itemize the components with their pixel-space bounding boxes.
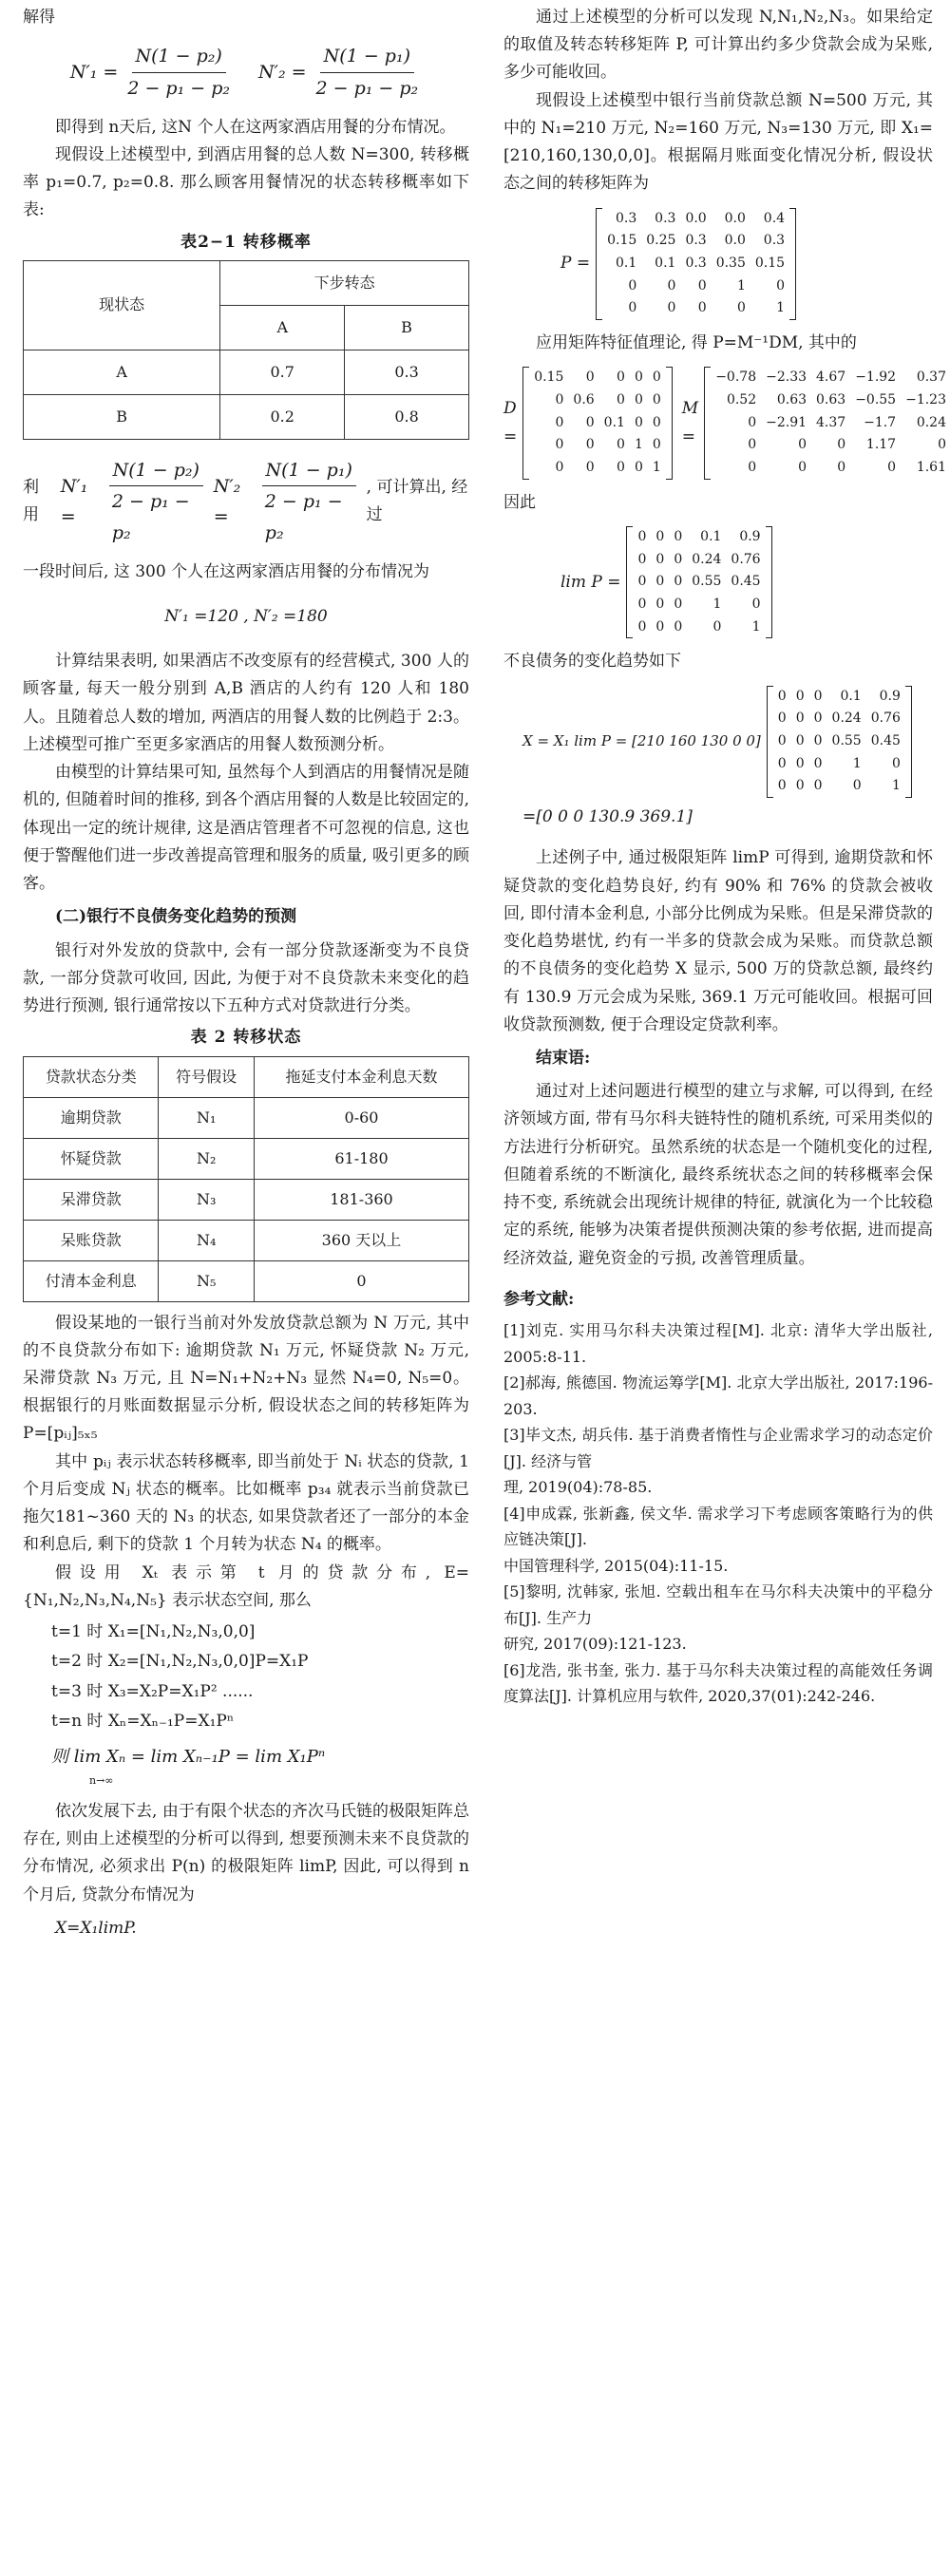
table-cell: 付清本金利息: [24, 1260, 159, 1301]
matrix-cell: 0: [798, 437, 808, 453]
matrix-row: [773, 775, 905, 798]
matrix-cell: 0: [617, 460, 625, 476]
table-row: [24, 1097, 469, 1138]
table-header: 贷款状态分类: [24, 1056, 159, 1097]
eq2-lhs-a: N′₁ =: [60, 475, 88, 528]
matrix-row: [529, 389, 666, 412]
eq2-lhs-b: N′₂ =: [213, 475, 241, 528]
table-header: B: [345, 305, 469, 350]
table-cell: N₁: [159, 1097, 255, 1138]
matrix-cell: 0: [555, 392, 564, 407]
eq1-lhs-a: N′₁ =: [69, 62, 119, 84]
matrix-row: [633, 526, 765, 549]
matrix-row: [773, 753, 905, 776]
matrix-cell: 0.1: [700, 528, 722, 544]
matrix-P-block: [560, 208, 933, 320]
matrix-cell: −2.91: [766, 414, 808, 430]
eq2-suffix: , 可计算出, 经过: [366, 478, 468, 525]
matrix-cell: 0: [813, 755, 823, 771]
references: [504, 1286, 933, 1710]
matrix-cell: 0: [777, 755, 787, 771]
eq1-den-a: 2 − p₁ − p₂: [127, 77, 230, 99]
reference-item: [4]申成霖, 张新鑫, 侯文华. 需求学习下考虑顾客策略行为的供应链决策[J].: [504, 1504, 933, 1549]
matrix-cell: 0.24: [692, 551, 722, 567]
equation-steady-state: [23, 41, 469, 104]
matrix-row: [711, 434, 950, 457]
matrix-cell: 0.3: [685, 233, 707, 249]
table-header: 符号假设: [159, 1056, 255, 1097]
matrix-cell: 0: [795, 688, 805, 704]
matrix-cell: 0.9: [739, 528, 761, 544]
matrix-cell: 0: [813, 733, 823, 749]
matrix-cell: 0: [777, 710, 787, 727]
matrix-cell: 0.3: [685, 256, 707, 272]
time-step: t=1 时 X₁=[N₁,N₂,N₃,0,0]: [51, 1622, 256, 1642]
matrix-cell: 0: [656, 551, 665, 567]
table-row: [24, 1138, 469, 1179]
matrix-cell: 0.76: [731, 551, 761, 567]
matrix-cell: 0: [628, 300, 637, 316]
table-cell: N₅: [159, 1260, 255, 1301]
matrix-cell: 0.1: [655, 256, 676, 272]
table1-title: 表2−1 转移概率: [180, 232, 312, 252]
matrix-cell: 0: [798, 460, 808, 476]
matrix-cell: 1.17: [865, 437, 897, 453]
matrix-cell: 0: [697, 300, 707, 316]
matrix-cell: 0.1: [603, 414, 625, 430]
table-cell: 0: [254, 1260, 468, 1301]
eq2-den-b: 2 − p₁ − p₂: [264, 491, 343, 544]
matrix-P-label: P =: [560, 254, 591, 274]
matrix-cell: 0: [813, 710, 823, 727]
matrices-DM: [504, 367, 946, 479]
matrix-cell: 0.15: [534, 369, 564, 386]
matrix-cell: 0: [887, 460, 897, 476]
table-row: [24, 394, 469, 439]
table-header: 拖延支付本金利息天数: [254, 1056, 468, 1097]
eq2-num-b: N(1 − p₁): [262, 455, 356, 487]
matrix-cell: 0: [813, 688, 823, 704]
matrix-cell: 0: [795, 733, 805, 749]
matrix-cell: 0: [777, 688, 787, 704]
paragraph: 依次发展下去, 由于有限个状态的齐次马氏链的极限矩阵总存在, 则由上述模型的分析可以得到, 想要预测未来不良贷款的分布情况, 必须求出 P(n) 的极限矩阵 limP, 因此, 可以得到 n 个月后, 贷款分布情况为: [23, 1801, 469, 1904]
table-cell: 0.7: [220, 350, 345, 394]
paragraph: 假设用 Xₜ 表示第 t 月的贷款分布, E={N₁,N₂,N₃,N₄,N₅} 表示状态空间, 那么: [23, 1563, 469, 1610]
matrix-cell: 0.37: [916, 369, 946, 386]
table-row: [24, 1179, 469, 1220]
matrix-row: [773, 686, 905, 709]
matrix-cell: 0: [585, 437, 595, 453]
matrix-row: [711, 367, 950, 389]
table-cell: 怀疑贷款: [24, 1138, 159, 1179]
matrix-cell: 0.0: [685, 210, 707, 226]
eq1-num-a: N(1 − p₂): [132, 41, 226, 73]
matrix-cell: 0: [852, 778, 862, 794]
matrix-row: [602, 253, 789, 275]
matrix-cell: 0: [674, 618, 683, 635]
matrix-row: [529, 412, 666, 435]
limit-subscript: n→∞: [89, 1773, 114, 1787]
matrix-cell: 1: [712, 597, 722, 613]
eq1-lhs-b: N′₂ =: [258, 62, 307, 84]
table-cell: N₃: [159, 1179, 255, 1220]
table-cell: 0.2: [220, 394, 345, 439]
table-cell: 0-60: [254, 1097, 468, 1138]
matrix-cell: 0: [674, 574, 683, 590]
paragraph: 现假设上述模型中银行当前贷款总额 N=500 万元, 其中的 N₁=210 万元, N₂=160 万元, N₃=130 万元, 即 X₁=[210,160,130,0,0]。根据隔月账面变化情况分析, 假设状态之间的转移矩阵为: [504, 90, 933, 194]
table-cell: A: [24, 350, 220, 394]
matrix-cell: 0.25: [646, 233, 676, 249]
matrix-cell: 0: [637, 528, 647, 544]
matrix-row: [711, 412, 950, 435]
matrix-cell: 1: [776, 300, 786, 316]
time-step: t=2 时 X₂=[N₁,N₂,N₃,0,0]P=X₁P: [51, 1652, 309, 1672]
matrix-limP-block: [560, 526, 933, 638]
matrix-cell: 0: [652, 437, 661, 453]
matrix-cell: 1: [891, 778, 901, 794]
reference-item: 中国管理科学, 2015(04):11-15.: [504, 1556, 729, 1575]
matrix-cell: 0: [748, 460, 757, 476]
paragraph: 银行对外发放的贷款中, 会有一部分贷款逐渐变为不良贷款, 一部分贷款可收回, 因此, 为便于对不良贷款未来变化的趋势进行预测, 银行通常按以下五种方式对贷款进行分类。: [23, 940, 469, 1016]
matrix-cell: 0.9: [879, 688, 901, 704]
matrix-cell: 0: [585, 414, 595, 430]
matrix-cell: 0.63: [776, 392, 808, 407]
matrix-row: [773, 730, 905, 753]
matrix-cell: 1: [736, 277, 746, 294]
table-cell: 61-180: [254, 1138, 468, 1179]
paragraph: 上述例子中, 通过极限矩阵 limP 可得到, 逾期贷款和怀疑贷款的变化趋势良好, 约有 90% 和 76% 的贷款会被收回, 即付清本金利息, 小部分比例成为呆账。但是呆滞贷款的变化趋势堪忧, 约有一半多的贷款会成为呆账。而贷款总额的不良债务的变化趋势 X 显示, 500 万的贷款总额, 最终约有 130.9 万元会成为呆账, 369.1 万元可能收回。根据可回收贷款预测数, 便于合理设定贷款利率。: [504, 848, 933, 1034]
table-cell: 呆账贷款: [24, 1220, 159, 1260]
matrix-cell: −1.23: [905, 392, 946, 407]
paragraph: 假设某地的一银行当前对外发放贷款总额为 N 万元, 其中的不良贷款分布如下: 逾期贷款 N₁ 万元, 怀疑贷款 N₂ 万元, 呆滞贷款 N₃ 万元, 且 N=N₁+N₂+N₃ 显然 N₄=0, N₅=0。根据银行的月账面数据显示分析, 假设状态之间的转移矩阵为 P=[pᵢⱼ]₅ₓ₅: [23, 1313, 469, 1444]
matrix-cell: 0: [667, 300, 676, 316]
matrix-cell: 0.4: [763, 210, 786, 226]
matrix-cell: 0: [748, 437, 757, 453]
matrix-cell: −1.92: [855, 369, 897, 386]
matrix-cell: 0: [637, 551, 647, 567]
matrix-cell: −0.55: [855, 392, 897, 407]
table-row: [24, 1260, 469, 1301]
conclusion-heading: 结束语:: [536, 1048, 591, 1068]
matrix-D-label: D =: [504, 399, 518, 446]
paragraph: 现假设上述模型中, 到酒店用餐的总人数 N=300, 转移概率 p₁=0.7, p₂=0.8. 那么顾客用餐情况的状态转移概率如下表:: [23, 144, 469, 220]
matrix-cell: 0: [656, 618, 665, 635]
reference-item: 理, 2019(04):78-85.: [504, 1478, 653, 1497]
table2-title: 表 2 转移状态: [190, 1028, 302, 1048]
matrix-cell: 0: [617, 437, 625, 453]
matrix-cell: 0: [637, 597, 647, 613]
matrix-cell: 0: [674, 551, 683, 567]
matrix-cell: 0: [634, 414, 643, 430]
matrix-cell: 0: [667, 277, 676, 294]
matrix-row: [602, 275, 789, 298]
equation-final: X=X₁limP.: [55, 1918, 137, 1938]
paragraph: 通过对上述问题进行模型的建立与求解, 可以得到, 在经济领域方面, 带有马尔科夫链特性的随机系统, 可采用类似的方法进行分析研究。虽然系统的状态是一个随机变化的过程, 但随着系统的不断演化, 最终系统状态之间的转移概率会保持不变, 系统就会出现统计规律的特征, 就演化为一个比较稳定的系统, 能够为决策者提供预测决策的参考依据, 进而提高经济效益, 避免资金的亏损, 改善管理质量。: [504, 1082, 933, 1268]
reference-item: [6]龙浩, 张书奎, 张力. 基于马尔科夫决策过程的高能效任务调度算法[J]. 计算机应用与软件, 2020,37(01):242-246.: [504, 1660, 933, 1706]
matrix-cell: 0: [674, 528, 683, 544]
table-header: 现状态: [24, 260, 220, 350]
matrix-cell: 0: [656, 528, 665, 544]
vector-X-label: X = X₁ lim P = [210 160 130 0 0]: [522, 731, 761, 749]
matrix-cell: 0: [637, 618, 647, 635]
matrix-row: [711, 389, 950, 412]
matrix-cell: 0.3: [655, 210, 676, 226]
reference-item: [5]黎明, 沈韩家, 张旭. 空载出租车在马尔科夫决策中的平稳分布[J]. 生产力: [504, 1582, 933, 1627]
matrix-cell: 0.45: [731, 574, 761, 590]
matrix-cell: 0.52: [726, 392, 757, 407]
matrix-cell: 0.76: [870, 710, 901, 727]
matrix-cell: 1: [852, 755, 862, 771]
paragraph: 通过上述模型的分析可以发现 N,N₁,N₂,N₃。如果给定的取值及转态转移矩阵 P, 可计算出约多少贷款会成为呆账, 多少可能收回。: [504, 8, 933, 83]
matrix-cell: 0: [674, 597, 683, 613]
matrix-cell: 0: [938, 437, 946, 453]
table-cell: 181-360: [254, 1179, 468, 1220]
left-column: [23, 4, 469, 1942]
matrix-row: [711, 457, 950, 480]
matrix-row: [602, 297, 789, 320]
eq2-den-a: 2 − p₁ − p₂: [111, 491, 190, 544]
equation-apply: [23, 455, 469, 549]
table-cell: 呆滞贷款: [24, 1179, 159, 1220]
matrix-cell: 0: [712, 618, 722, 635]
matrix-D: [522, 367, 673, 479]
matrix-cell: 0: [656, 597, 665, 613]
matrix-cell: 0.55: [831, 733, 862, 749]
matrix-cell: 0.55: [692, 574, 722, 590]
matrix-cell: 0: [617, 392, 625, 407]
eq1-den-b: 2 − p₁ − p₂: [315, 77, 419, 99]
matrix-cell: 0: [795, 755, 805, 771]
matrix-limP-label: lim P =: [560, 572, 621, 592]
matrix-cell: 1: [634, 437, 643, 453]
matrix-cell: 0.6: [573, 392, 595, 407]
paragraph: 即得到 n天后, 这N 个人在这两家酒店用餐的分布情况。: [55, 117, 456, 137]
paragraph: 一段时间后, 这 300 个人在这两家酒店用餐的分布情况为: [23, 561, 430, 581]
matrix-cell: 0.3: [763, 233, 786, 249]
matrix-cell: 0: [795, 778, 805, 794]
table-row: [24, 350, 469, 394]
matrix-cell: 0: [837, 460, 846, 476]
table-cell: N₂: [159, 1138, 255, 1179]
matrix-cell: 4.37: [816, 414, 846, 430]
matrix-cell: 0: [634, 369, 643, 386]
table-row: [24, 260, 469, 305]
matrix-cell: 0: [617, 369, 625, 386]
matrix-cell: 0: [652, 369, 661, 386]
matrix-cell: 0: [736, 300, 746, 316]
matrix-cell: 4.67: [816, 369, 846, 386]
matrix-cell: 0: [555, 414, 564, 430]
matrix-cell: 0.0: [724, 233, 746, 249]
matrix-row: [529, 367, 666, 389]
matrix-cell: 0: [555, 437, 564, 453]
matrix-cell: −1.7: [864, 414, 897, 430]
table-header: A: [220, 305, 345, 350]
reference-item: [1]刘克. 实用马尔科夫决策过程[M]. 北京: 清华大学出版社, 2005:8-11.: [504, 1321, 933, 1366]
matrix-cell: 0: [837, 437, 846, 453]
matrix-cell: 1: [751, 618, 761, 635]
matrix-cell: 0.3: [616, 210, 637, 226]
matrix-cell: −2.33: [766, 369, 808, 386]
time-step: t=3 时 X₃=X₂P=X₁P² ......: [51, 1681, 254, 1701]
table-cell: B: [24, 394, 220, 439]
matrix-cell: 0: [656, 574, 665, 590]
table-cell: N₄: [159, 1220, 255, 1260]
matrix-cell: 0: [637, 574, 647, 590]
matrix-P: [596, 208, 796, 320]
table-cell: 0.3: [345, 350, 469, 394]
reference-item: 研究, 2017(09):121-123.: [504, 1635, 687, 1654]
matrix-cell: 0.45: [870, 733, 901, 749]
matrix-row: [529, 457, 666, 480]
matrix-cell: 0: [777, 733, 787, 749]
table-cell: 0.8: [345, 394, 469, 439]
matrix-cell: 0: [652, 392, 661, 407]
table-row: [24, 1056, 469, 1097]
matrix-cell: 1: [652, 460, 661, 476]
matrix-cell: 0.1: [616, 256, 637, 272]
matrix-cell: 0: [652, 414, 661, 430]
matrix-cell: 0: [585, 369, 595, 386]
table-cell: 逾期贷款: [24, 1097, 159, 1138]
eq2-prefix: 利用: [23, 478, 39, 525]
eq2-num-a: N(1 − p₂): [109, 455, 203, 487]
matrix-cell: 0: [891, 755, 901, 771]
matrix-row: [773, 708, 905, 730]
references-heading: 参考文献:: [504, 1289, 575, 1309]
matrix-row: [602, 230, 789, 253]
matrix-cell: 0.24: [831, 710, 862, 727]
matrix-cell: −0.78: [715, 369, 757, 386]
equation-limit: 则 lim Xₙ = lim Xₙ₋₁P = lim X₁Pⁿ n→∞: [23, 1743, 469, 1790]
matrix-row: [529, 434, 666, 457]
matrix-cell: 0.63: [816, 392, 846, 407]
matrix-cell: 0: [634, 392, 643, 407]
right-column: [504, 4, 946, 1710]
reference-item: [2]郝海, 熊德国. 物流运筹学[M]. 北京大学出版社, 2017:196-203.: [504, 1373, 933, 1418]
matrix-cell: 0: [634, 460, 643, 476]
matrix-cell: 0.15: [754, 256, 786, 272]
paragraph: 其中 pᵢⱼ 表示状态转移概率, 即当前处于 Nᵢ 状态的贷款, 1 个月后变成 Nⱼ 状态的概率。比如概率 p₃₄ 就表示当前贷款已拖欠181~360 天的 N₃ 的状态, 如果贷款者还了一部分的本金和利息后, 剩下的贷款 1 个月转为状态 N₄ 的概率。: [23, 1451, 469, 1555]
matrix-row: [633, 549, 765, 572]
paragraph: 应用矩阵特征值理论, 得 P=M⁻¹DM, 其中的: [536, 333, 857, 353]
reference-item: [3]毕文杰, 胡兵伟. 基于消费者惰性与企业需求学习的动态定价[J]. 经济与管: [504, 1426, 933, 1470]
paragraph: 由模型的计算结果可知, 虽然每个人到酒店的用餐情况是随机的, 但随着时间的推移, 到各个酒店用餐的人数是比较固定的, 体现出一定的统计规律, 这是酒店管理者不可忽视的信息, 这也便于警醒他们进一步改善提高管理和服务的质量, 吸引更多的顾客。: [23, 763, 469, 894]
table-header: 下步转态: [220, 260, 469, 305]
matrix-cell: 0: [585, 460, 595, 476]
matrix-cell: 0: [628, 277, 637, 294]
paragraph: 因此: [504, 492, 536, 512]
matrix-cell: 0: [776, 277, 786, 294]
table-loan-states: [23, 1056, 469, 1302]
matrix-cell: 0.0: [724, 210, 746, 226]
matrix-M: [704, 367, 950, 479]
matrix-cell: 0: [751, 597, 761, 613]
vector-X-result: =[0 0 0 130.9 369.1]: [522, 807, 693, 827]
matrix-row: [602, 208, 789, 231]
matrix-limP: [626, 526, 771, 638]
table-row: [24, 1220, 469, 1260]
matrix-row: [633, 594, 765, 616]
matrix-cell: 0: [795, 710, 805, 727]
matrix-cell: 0: [748, 414, 757, 430]
matrix-cell: 0: [555, 460, 564, 476]
time-step: t=n 时 Xₙ=Xₙ₋₁P=X₁Pⁿ: [51, 1711, 235, 1731]
matrix-cell: 0.24: [916, 414, 946, 430]
matrix-cell: 0: [777, 778, 787, 794]
matrix-M-label: M =: [681, 399, 699, 446]
matrix-cell: 0.1: [840, 688, 862, 704]
section-heading: (二)银行不良债务变化趋势的预测: [55, 907, 297, 927]
matrix-row: [633, 616, 765, 639]
equation-result: N′₁ =120 , N′₂ =180: [164, 607, 328, 626]
table-transition-prob: [23, 260, 469, 440]
paragraph: 计算结果表明, 如果酒店不改变原有的经营模式, 300 人的顾客量, 每天一般分别到 A,B 酒店的人约有 120 人和 180 人。且随着总人数的增加, 两酒店的用餐人数的比例趋于 2:3。上述模型可推广至更多家酒店的用餐人数预测分析。: [23, 652, 469, 754]
matrix-cell: 0: [697, 277, 707, 294]
matrix-cell: 1.61: [916, 460, 946, 476]
paragraph: 不良债务的变化趋势如下: [504, 652, 681, 672]
matrix-row: [633, 571, 765, 594]
table-cell: 360 天以上: [254, 1220, 468, 1260]
matrix-cell: 0: [813, 778, 823, 794]
time-steps: [23, 1619, 469, 1735]
eq1-num-b: N(1 − p₁): [320, 41, 414, 73]
solve-label: 解得: [23, 8, 55, 27]
matrix-limP-repeat: [767, 686, 912, 798]
matrix-cell: 0.35: [715, 256, 746, 272]
vector-X-block: [522, 686, 933, 798]
matrix-cell: 0.15: [607, 233, 637, 249]
